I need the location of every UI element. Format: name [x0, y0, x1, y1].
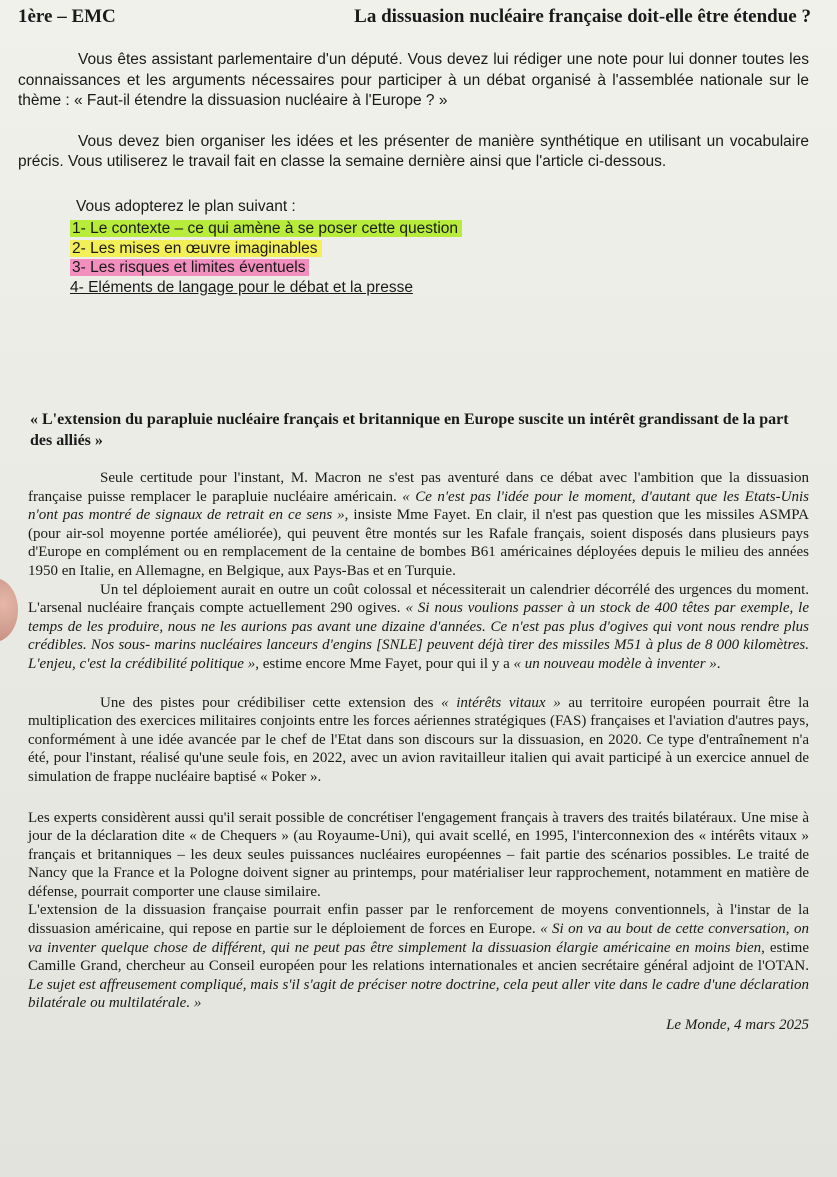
plan-item-4-text: 4- Eléments de langage pour le débat et la presse [70, 278, 413, 296]
article-paragraph-3 [28, 694, 809, 787]
plan-item-3 [70, 258, 809, 278]
plan-list [70, 219, 809, 297]
plan-item-1-text: 1- Le contexte – ce qui amène à se poser cette question [70, 220, 462, 237]
article-title: « L'extension du parapluie nucléaire français et britannique en Europe suscite un intérêt grandissant de la part des alliés » [30, 411, 789, 449]
article-paragraph-5 [28, 901, 809, 1013]
article-p2-text-b: , estime encore Mme Fayet, pour qui il y a [255, 655, 514, 672]
article-p3-text-b: au territoire européen pourrait être la multiplication des exercices militaires conjoints entre les forces aériennes stratégiques (FAS) françaises et l'aviation d'autres pays, conformément à une idée avancée par le chef de l'Etat dans son discours sur la dissuasion, en 2020. Ce type d'entraînement n'a été, pour l'instant, réalisé qu'une seule fois, en 2022, avec un avion ravitailleur italien qui avait participé à un exercice annuel de simulation de frappe nucléaire baptisé « Poker ». [28, 694, 809, 785]
article-p2-quote: « Si nous voulions passer à un stock de 400 têtes par exemple, le temps de les produire, nous ne les aurions pas avant une dizaine d'années. Ce n'est pas plus d'ogives qui vont nous rendre plus crédibles. Nos sous- marins nucléaires lanceurs d'engins [SNLE] peuvent déjà tirer des missiles M51 à plus de 8 000 kilomètres. L'enjeu, c'est la crédibilité politique » [28, 600, 809, 672]
article-p2-quote-2: « un nouveau modèle à inventer » [513, 655, 717, 672]
article-p2-text-a: Un tel déploiement aurait en outre un coût colossal et nécessiterait un calendrier décorrélé des urgences du moment. L'arsenal nucléaire français compte actuellement 290 ogives. [28, 581, 809, 617]
article-p3-text-a: Une des pistes pour crédibiliser cette extension des [100, 694, 442, 711]
article-source: Le Monde, 4 mars 2025 [666, 1017, 809, 1034]
article-paragraph-4: Les experts considèrent aussi qu'il serait possible de concrétiser l'engagement français à travers des traités bilatéraux. Une mise à jour de la déclaration dite « de Chequers » (au Royaume-Uni), qui avait scellé, en 1995, l'interconnexion des « intérêts vitaux » français et britanniques – les deux seules puissances nucléaires européennes – fait partie des scénarios possibles. Le traité de Nancy que la France et la Pologne doivent signer au printemps, pour matérialiser leur rapprochement, notamment en matière de défense, pourrait comporter une clause similaire. [28, 809, 809, 900]
article-p2-text-c: . [716, 655, 721, 672]
article-paragraph-2 [28, 581, 809, 674]
instructions-paragraph-2: Vous devez bien organiser les idées et les présenter de manière synthétique en utilisant un vocabulaire précis. Vous utiliserez le travail fait en classe la semaine dernière ainsi que l'article ci-dessous. [18, 132, 809, 170]
plan-item-4 [70, 278, 809, 298]
article-p5-text-b: , estime Camille Grand, chercheur au Conseil européen pour les relations internationales et ancien secrétaire général adjoint de l'OTAN. [28, 939, 809, 975]
article-p1-text-a: Seule certitude pour l'instant, M. Macron ne s'est pas aventuré dans ce débat avec l'ambition que la dissuasion française puisse remplacer le parapluie nucléaire américain. [28, 470, 809, 505]
plan-item-2 [70, 239, 809, 259]
article-p3-quote: « intérêts vitaux » [441, 694, 561, 711]
header [18, 6, 809, 36]
plan-intro: Vous adopterez le plan suivant : [76, 197, 296, 215]
article-p1-quote: « Ce n'est pas l'idée pour le moment, d'autant que les Etats-Unis n'ont pas montré de signaux de retrait en ce sens » [28, 488, 809, 524]
article-p5-quote-2: Le sujet est affreusement compliqué, mais s'il s'agit de préciser notre doctrine, cela peut aller vite dans le cadre d'une déclaration bilatérale ou multilatérale. » [28, 976, 809, 1012]
class-label: 1ère – EMC [18, 6, 116, 27]
article-p1-text-b: , insiste Mme Fayet. En clair, il n'est pas question que les missiles ASMPA (pour air-sol moyenne portée améliorée), qui peuvent être montés sur les Rafale français, soient disposés dans plusieurs pays d'Europe en complément ou en remplacement de la centaine de bombes B61 américaines déployées depuis le milieu des années 1950 en Italie, en Allemagne, en Belgique, aux Pays-Bas et en Turquie. [28, 507, 809, 579]
plan-item-1 [70, 219, 809, 239]
article-p5-text-a: L'extension de la dissuasion française pourrait enfin passer par le renforcement de moyens conventionnels, à l'instar de la dissuasion américaine, qui repose en partie sur le déploiement de forces en Europe. [28, 902, 809, 938]
instructions-paragraph-1: Vous êtes assistant parlementaire d'un député. Vous devez lui rédiger une note pour lui donner toutes les connaissances et les arguments nécessaires pour participer à un débat organisé à l'assemblée nationale sur le thème : « Faut-il étendre la dissuasion nucléaire à l'Europe ? » [18, 51, 809, 109]
document-title: La dissuasion nucléaire française doit-elle être étendue ? [354, 6, 811, 27]
article-paragraph-1 [28, 469, 809, 581]
article-p5-quote: « Si on va au bout de cette conversation, on va inventer quelque chose de différent, qui ne peut pas être simplement la dissuasion élargie américaine en moins bien [28, 921, 809, 956]
plan-item-2-text: 2- Les mises en œuvre imaginables [70, 240, 322, 257]
plan-item-3-text: 3- Les risques et limites éventuels [70, 259, 309, 276]
